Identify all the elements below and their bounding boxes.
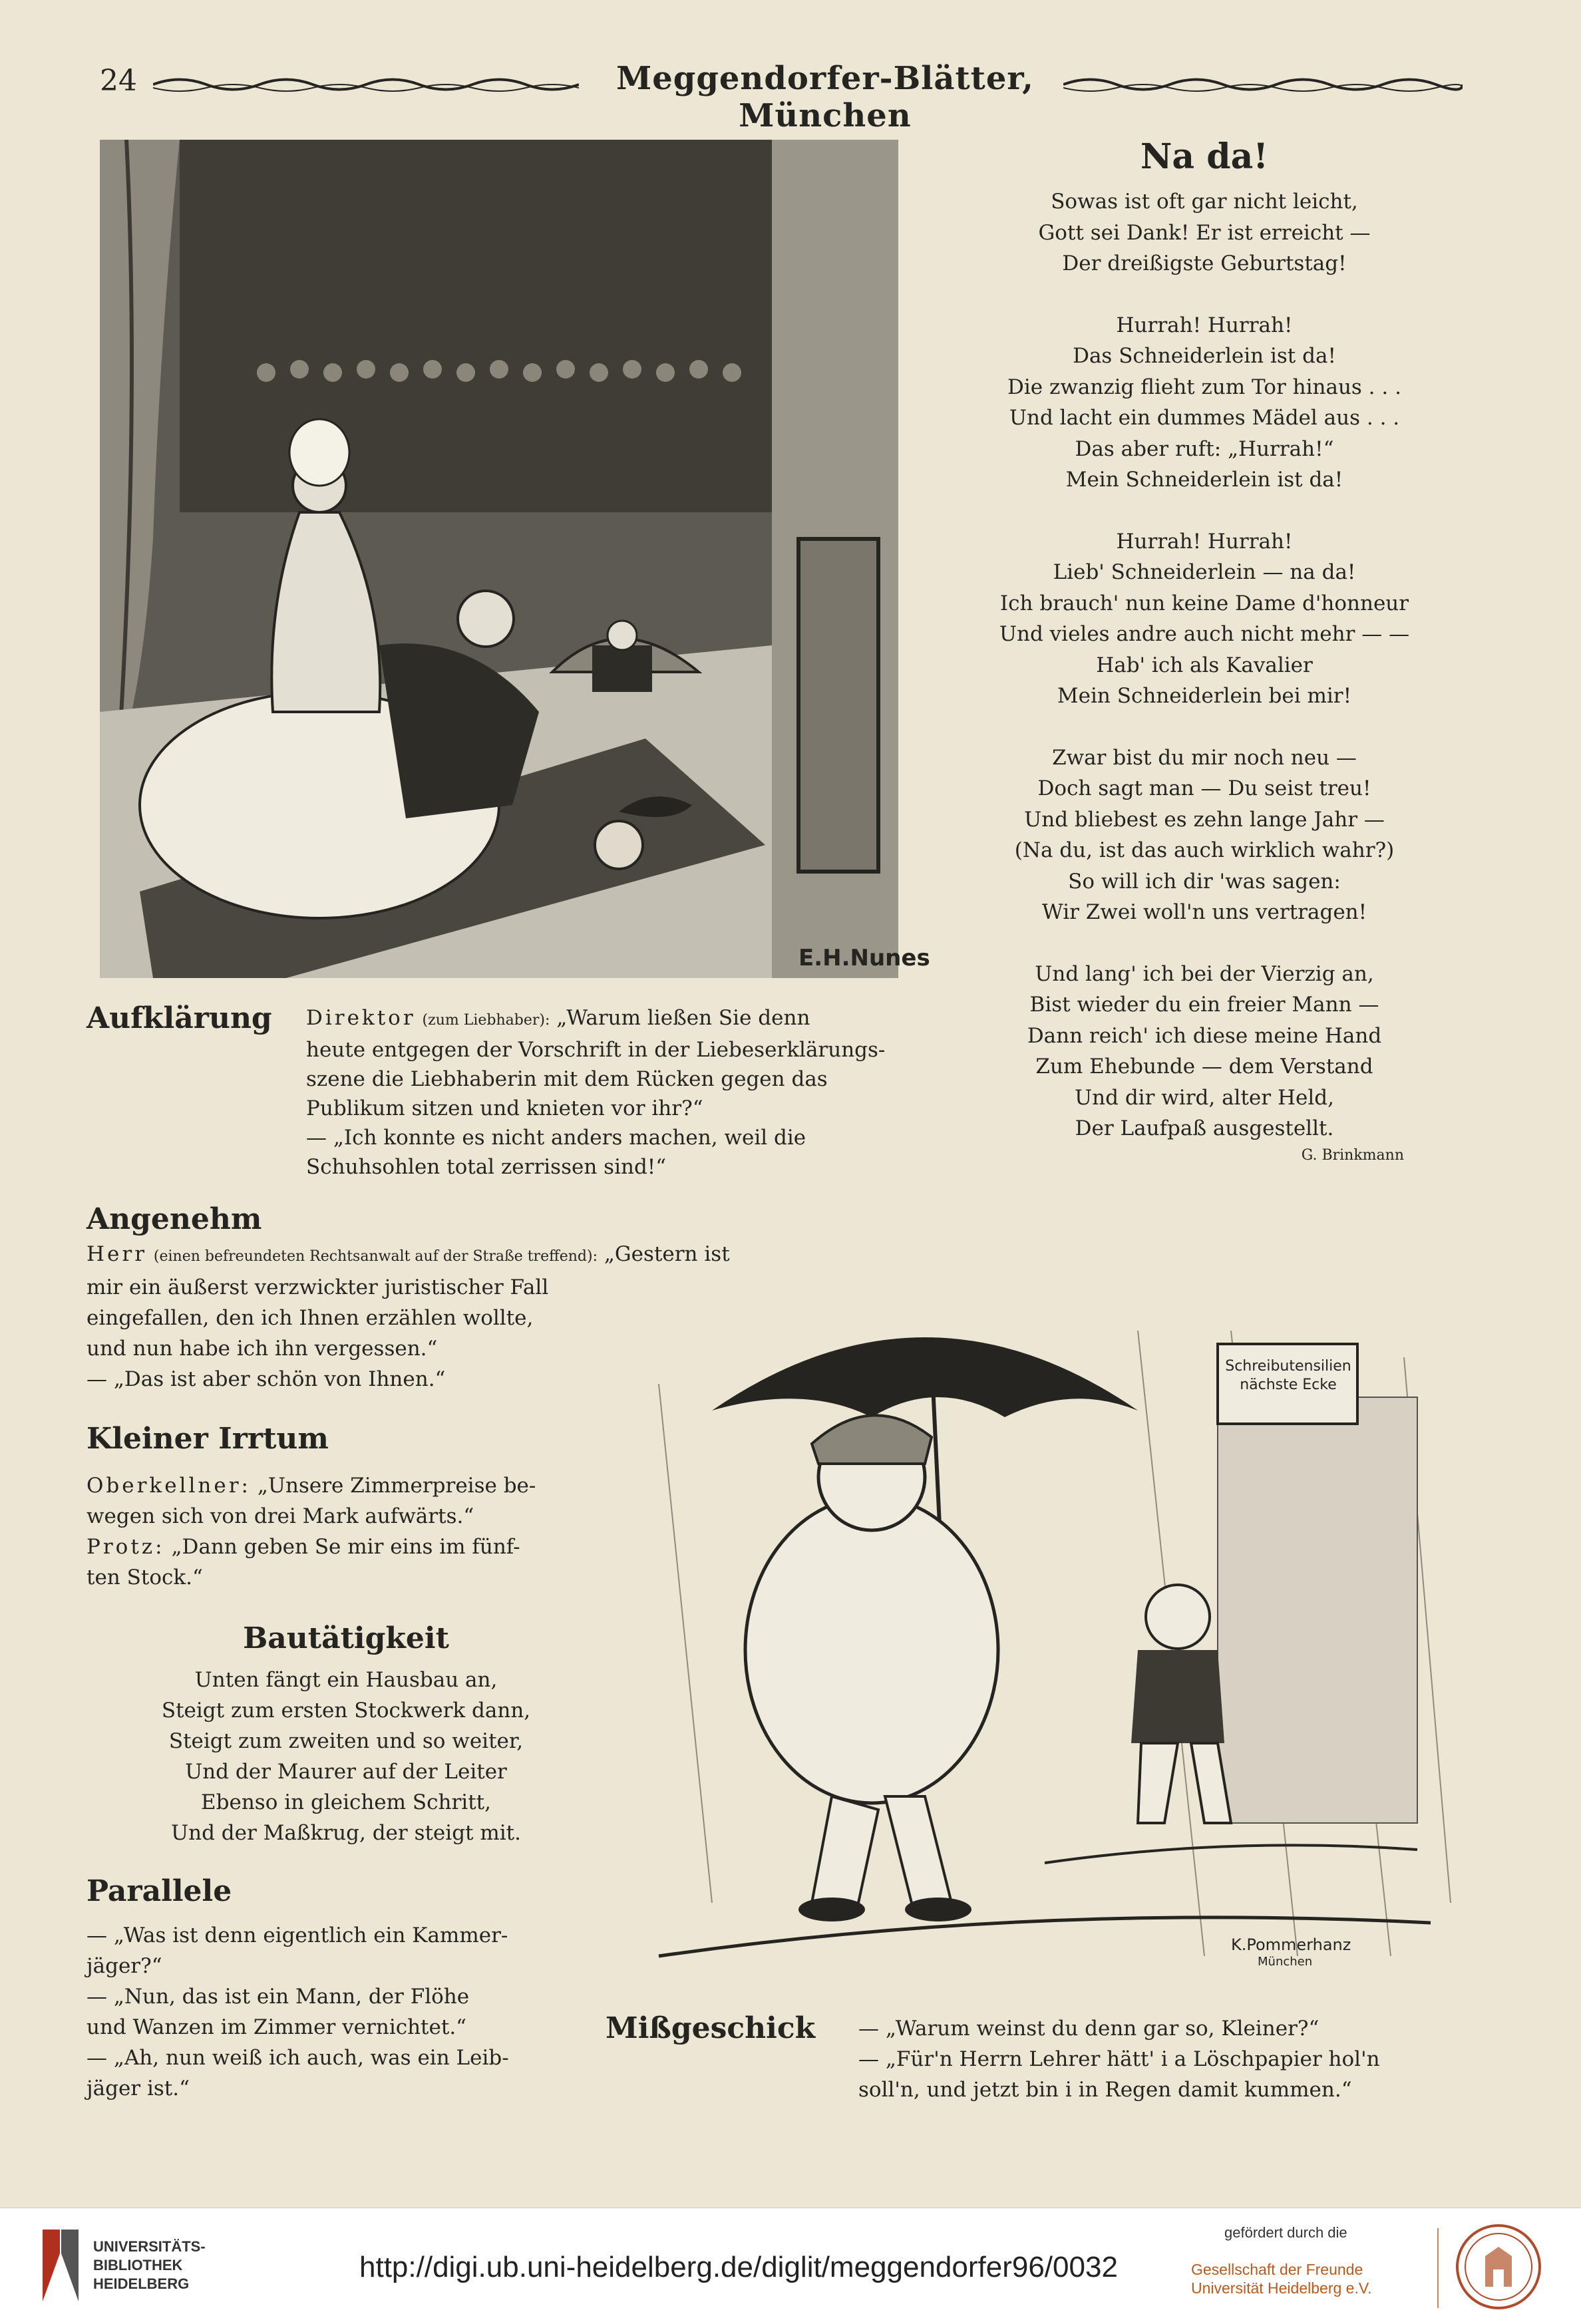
- text-line: jäger ist.“: [87, 2076, 190, 2100]
- poem-stanza: [952, 526, 1457, 712]
- sponsor-line: Gesellschaft der Freunde: [1191, 2261, 1363, 2278]
- library-name-line: UNIVERSITÄTS-: [93, 2238, 206, 2255]
- poem-line: Mein Schneiderlein ist da!: [1065, 468, 1343, 492]
- poem-author: G. Brinkmann: [1301, 1146, 1404, 1164]
- poem-line: Bist wieder du ein freier Mann —: [1029, 993, 1379, 1017]
- page-number: 24: [100, 64, 137, 98]
- speaker: Herr: [87, 1242, 148, 1266]
- text-line: Publikum sitzen und knieten vor ihr?“: [306, 1096, 703, 1120]
- library-logo-icon: [40, 2227, 81, 2304]
- text-line: — „Für'n Herrn Lehrer hätt' i a Löschpapier hol'n: [858, 2047, 1380, 2071]
- poem-line: Sowas ist oft gar nicht leicht,: [1051, 190, 1358, 214]
- sponsor-line: Universität Heidelberg e.V.: [1191, 2279, 1372, 2297]
- text-parallele: [87, 1920, 606, 2104]
- stationery-sign: [1222, 1357, 1355, 1395]
- illustration-signature: E.H.Nunes: [798, 945, 930, 971]
- signature-line: München: [1258, 1955, 1313, 1969]
- text-line: und nun habe ich ihn vergessen.“: [87, 1337, 438, 1361]
- heading-missgeschick: Mißgeschick: [606, 2011, 816, 2045]
- sign-line: nächste Ecke: [1240, 1377, 1337, 1393]
- poem-stanza: [952, 959, 1457, 1144]
- text-line: — „Warum weinst du denn gar so, Kleiner?“: [858, 2017, 1319, 2041]
- text-line: Schuhsohlen total zerrissen sind!“: [306, 1155, 667, 1179]
- university-seal-icon: [1455, 2223, 1542, 2311]
- poem-line: Steigt zum ersten Stockwerk dann,: [161, 1699, 531, 1723]
- text-line: szene die Liebhaberin mit dem Rücken gegen das: [306, 1067, 828, 1091]
- speaker: Protz:: [87, 1535, 165, 1559]
- text-line: — „Nun, das ist ein Mann, der Flöhe: [87, 1985, 470, 2009]
- text-line: mir ein äußerst verzwickter juristischer Fall: [87, 1275, 549, 1299]
- text-line: „Gestern ist: [604, 1242, 730, 1266]
- poem-stanza: [952, 186, 1457, 279]
- page-header: [100, 60, 1464, 134]
- text-line: „Unsere Zimmerpreise be-: [257, 1474, 536, 1498]
- heading-parallele: Parallele: [87, 1874, 232, 1908]
- poem-bautaetigkeit: [87, 1623, 606, 1848]
- funded-by-label: gefördert durch die: [1224, 2224, 1347, 2241]
- permalink-url[interactable]: http://digi.ub.uni-heidelberg.de/diglit/meggendorfer96/0032: [359, 2251, 1118, 2283]
- poem-line: Hurrah! Hurrah!: [1116, 529, 1293, 554]
- text-aufklaerung: [306, 1003, 892, 1182]
- text-line: — „Das ist aber schön von Ihnen.“: [87, 1367, 446, 1391]
- sponsor-name: [1191, 2260, 1371, 2297]
- stage-illustration: [100, 140, 930, 978]
- signature-line: K.Pommerhanz: [1231, 1935, 1351, 1954]
- poem-line: Steigt zum zweiten und so weiter,: [168, 1729, 524, 1753]
- header-ornament-left: [153, 75, 579, 94]
- poem-line: Lieb' Schneiderlein — na da!: [1053, 560, 1356, 584]
- heading-angenehm: Angenehm: [87, 1202, 262, 1236]
- poem-line: Und der Maßkrug, der steigt mit.: [171, 1821, 521, 1845]
- text-line: wegen sich von drei Mark aufwärts.“: [87, 1504, 474, 1528]
- header-title: Meggendorfer-Blätter, München: [616, 60, 1034, 134]
- speaker: Direktor: [306, 1006, 416, 1030]
- library-name-line: BIBLIOTHEK: [93, 2257, 183, 2273]
- text-line: heute entgegen der Vorschrift in der Liebeserklärungs-: [306, 1038, 886, 1062]
- poem-line: So will ich dir 'was sagen:: [1068, 869, 1341, 894]
- poem-line: Und lacht ein dummes Mädel aus . . .: [1009, 406, 1400, 430]
- text-line: soll'n, und jetzt bin i in Regen damit kummen.“: [858, 2078, 1352, 2102]
- poem-line: Doch sagt man — Du seist treu!: [1037, 776, 1371, 800]
- speaker: Oberkellner:: [87, 1474, 251, 1498]
- poem-line: Mein Schneiderlein bei mir!: [1057, 684, 1352, 708]
- poem-line: Die zwanzig flieht zum Tor hinaus . . .: [1007, 375, 1401, 399]
- poem-line: Wir Zwei woll'n uns vertragen!: [1041, 900, 1367, 924]
- illustration-signature: [1231, 1936, 1351, 1971]
- poem-line: Zwar bist du mir noch neu —: [1052, 745, 1357, 770]
- poem-line: Das aber ruft: „Hurrah!“: [1075, 436, 1334, 461]
- stage-direction: (einen befreundeten Rechtsanwalt auf der Straße treffend):: [153, 1248, 598, 1265]
- poem-line: Zum Ehebunde — dem Verstand: [1035, 1055, 1373, 1079]
- poem-line: Und der Maurer auf der Leiter: [185, 1760, 507, 1784]
- text-line: jäger?“: [87, 1954, 162, 1978]
- poem-line: Und bliebest es zehn lange Jahr —: [1024, 807, 1385, 832]
- poem-na-da: [952, 133, 1457, 1171]
- stage-direction: (zum Liebhaber):: [422, 1012, 550, 1029]
- library-name-line: HEIDELBERG: [93, 2275, 190, 2292]
- footer-divider: [1437, 2228, 1439, 2308]
- poem-line: Der dreißigste Geburtstag!: [1062, 251, 1347, 275]
- text-line: „Dann geben Se mir eins im fünf-: [171, 1535, 520, 1559]
- poem-line: (Na du, ist das auch wirklich wahr?): [1014, 838, 1395, 862]
- poem-line: Ebenso in gleichem Schritt,: [201, 1790, 491, 1814]
- rain-illustration: [632, 1304, 1457, 1989]
- poem-line: Ich brauch' nun keine Dame d'honneur: [999, 591, 1409, 615]
- poem-line: Gott sei Dank! Er ist erreicht —: [1038, 220, 1371, 245]
- sign-line: Schreibutensilien: [1225, 1358, 1351, 1375]
- poem-line: Unten fängt ein Hausbau an,: [194, 1668, 498, 1692]
- poem-line: Hab' ich als Kavalier: [1096, 653, 1313, 677]
- text-line: eingefallen, den ich Ihnen erzählen wollte,: [87, 1306, 534, 1330]
- header-ornament-right: [1063, 75, 1463, 94]
- heading-kleiner-irrtum: Kleiner Irrtum: [87, 1422, 329, 1456]
- text-line: — „Ich konnte es nicht anders machen, weil die: [306, 1126, 806, 1150]
- poem-line: Das Schneiderlein ist da!: [1073, 344, 1336, 368]
- poem-line: Und lang' ich bei der Vierzig an,: [1035, 961, 1374, 986]
- text-kleiner-irrtum: [87, 1470, 606, 1593]
- text-line: — „Was ist denn eigentlich ein Kammer-: [87, 1923, 508, 1947]
- heading-aufklaerung: Aufklärung: [87, 1001, 272, 1035]
- poem-line: Dann reich' ich diese meine Hand: [1027, 1023, 1382, 1048]
- poem-line: Der Laufpaß ausgestellt.: [1075, 1116, 1334, 1140]
- poem-line: Hurrah! Hurrah!: [1116, 313, 1293, 337]
- digitization-footer: [0, 2208, 1581, 2324]
- text-line: — „Ah, nun weiß ich auch, was ein Leib-: [87, 2046, 509, 2070]
- library-name: [93, 2238, 206, 2293]
- text-missgeschick: [858, 2013, 1457, 2105]
- text-line: ten Stock.“: [87, 1566, 203, 1589]
- poem-stanza: [952, 743, 1457, 928]
- poem-line: Und vieles andre auch nicht mehr — —: [999, 622, 1410, 646]
- text-line: und Wanzen im Zimmer vernichtet.“: [87, 2015, 467, 2039]
- poem-title: Na da!: [1140, 136, 1269, 177]
- heading-bautaetigkeit: Bautätigkeit: [243, 1621, 449, 1655]
- poem-stanza: [952, 310, 1457, 496]
- poem-line: Und dir wird, alter Held,: [1075, 1085, 1334, 1110]
- text-line: „Warum ließen Sie denn: [556, 1006, 810, 1030]
